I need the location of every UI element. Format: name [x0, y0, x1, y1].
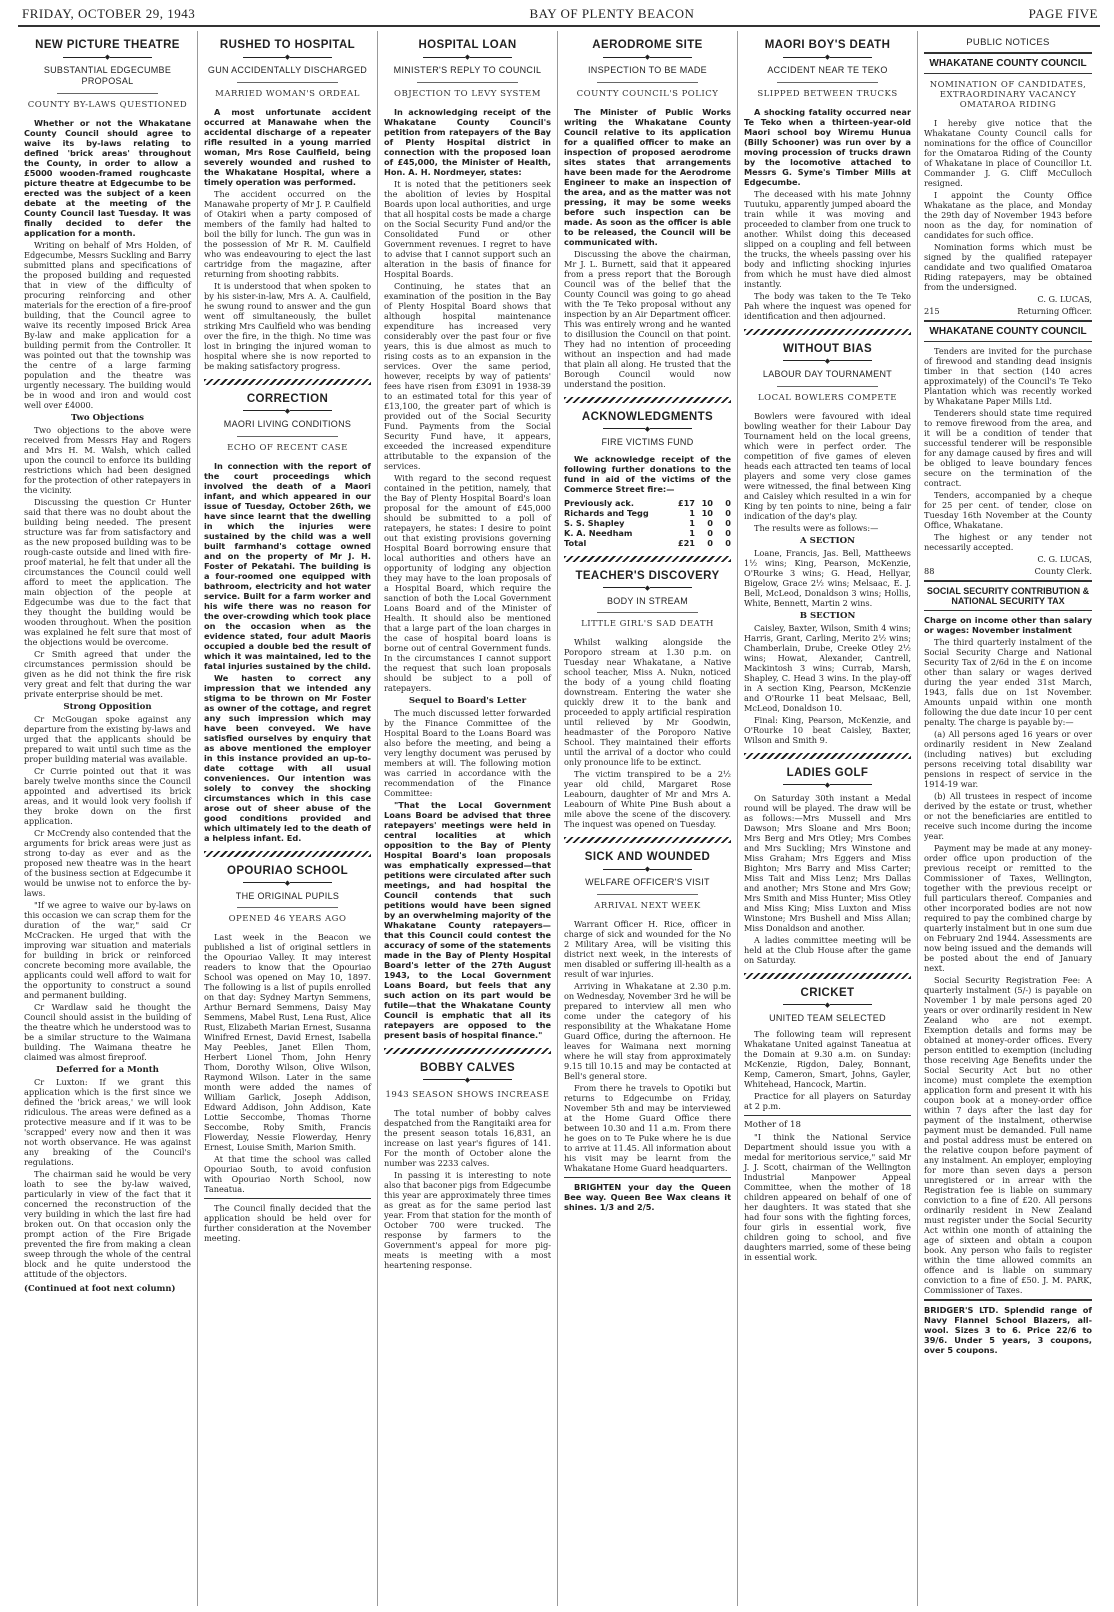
donor-name: S. S. Shapley	[564, 517, 625, 528]
paragraph: With regard to the second request contained in the petition, namely, that the Bay of Plenty Hospital Board's loan proposal for the amount of £45,000 should be submitted to a poll of ratepayers, he states: I desire to point out that existing provisions governing Hospital Board borrowing ensure that local authorities and others have an opportunity of lodging any objection they may have to the loan proposals of a Hospital Board, which require the sanction of both the Local Government Loans Board and of the Minister of Health. It should also be mentioned that a large part of the loan charges in the case of hospital board loans is borne out of central Government funds. In the circumstances I cannot support the request that such loan proposals should be subject to a poll of ratepayers.	[384, 472, 551, 693]
headline-aerodrome-site: AERODROME SITE	[592, 39, 703, 51]
signature: C. G. LUCAS,	[1037, 554, 1092, 564]
divider	[597, 894, 697, 895]
table-row	[564, 498, 731, 508]
ornament-rule: ◆	[204, 408, 371, 415]
article-lead: We acknowledge receipt of the following further donations to the fund in aid of the victims of the Commerce Street fire:—	[564, 453, 731, 494]
signature-line	[924, 306, 1092, 316]
paragraph: From there he travels to Opotiki but returns to Edgecumbe on Friday, November 5th and may be interviewed at the Home Guard Office there between 10.30 and 11 a.m. From there he goes on to Te Puke where he is due to arrive at 11.45. All information about his visit may be learnt from the Whakatane Home Guard headquarters.	[564, 1083, 731, 1174]
divider	[237, 907, 337, 908]
section-heading: Sequel to Board's Letter	[408, 695, 527, 706]
paragraph: The highest or any tender not necessarily accepted.	[924, 532, 1092, 552]
section-heading: Strong Opposition	[63, 701, 152, 712]
signatory-role: Returning Officer.	[1017, 306, 1092, 316]
notice-subtitle: NOMINATION OF CANDIDATES, EXTRAORDINARY VACANCY OMATAROA RIDING	[929, 80, 1087, 110]
amount-pence: 0	[725, 517, 731, 528]
divider	[924, 580, 1092, 582]
total-pence: 0	[725, 537, 731, 548]
zigzag-divider	[564, 556, 731, 562]
paragraph: Nomination forms which must be signed by the qualified ratepayer candidate and two qualified Omataroa Riding ratepayers, may be obtained from the undersigned.	[924, 242, 1092, 292]
ornament-rule: ◆	[564, 426, 731, 433]
ornament-rule: ◆	[564, 585, 731, 592]
paragraph: Social Security Registration Fee: A quarterly instalment (5/-) is payable on November 1 by male persons aged 20 years or over ordinarily resident in New Zealand who are not exempt. Exemption details and forms may be obtained at money-order offices. Every person entitled to exemption (including those receiving Age Benefits under the Social Security Act but no other income) must complete the exemption application form and present it with his coupon book at a money-order office within 7 days after the last day for payment of the instalment, otherwise payment must be demanded. Full name and postal address must be entered on the relative coupon before payment of any instalment. An employer, employing for more than seven days a person unregistered or in arrear with the Registration fee is liable on summary conviction to a fine of £20. All persons ordinarily resident in New Zealand must register under the Social Security Act within one month of attaining the age of sixteen and obtain a coupon book. Any person who fails to register within the time allowed commits an offence and is liable on summary conviction to a fine of £50. J. M. PARK, Commissioner of Taxes.	[924, 975, 1092, 1295]
subheadline: BODY IN STREAM	[606, 595, 689, 606]
ornament-rule: ◆	[744, 1002, 911, 1009]
divider	[57, 93, 157, 94]
ornament-rule: ◆	[744, 358, 911, 365]
signatory-role: County Clerk.	[1034, 566, 1092, 576]
amount-shillings: 10	[701, 507, 713, 518]
paragraph: The deceased with his mate Johnny Tuutuku, apparently jumped aboard the train while it was moving and proceeded to clamber from one truck to another. Whilst doing this deceased slipped on a coupling and fell between the trucks, the wheels passing over his body and inflicting shocking injuries from which he must have died almost instantly.	[744, 188, 911, 289]
section-heading: B SECTION	[799, 610, 856, 621]
donor-name: Richards and Tegg	[564, 507, 649, 518]
divider	[564, 1177, 731, 1178]
zigzag-divider	[744, 753, 911, 759]
kicker: ARRIVAL NEXT WEEK	[594, 901, 701, 912]
paragraph: The chairman said he would be very loath to see the by-law waived, particularly in view of the fact that it concerned the reconstruction of the very building in which the last fire had broken out. On that occasion only the prompt action of the Fire Brigade prevented the fire from making a clean sweep through the whole of the central block and he quite understood the attitude of the objectors.	[24, 1168, 191, 1279]
paragraph: Cr Currie pointed out that it was barely twelve months since the Council appointed and advertised its brick areas, and it would look very foolish if they broke down on the first application.	[24, 765, 191, 826]
issue-date: FRIDAY, OCTOBER 29, 1943	[22, 6, 196, 21]
paragraph: Bowlers were favoured with ideal bowling weather for their Labour Day Tournament held on the local greens, which were in perfect order. The competition of five games of eleven heads each attracted ten teams of local players and some very close games were witnessed, the final between King and Caisley which resulted in a win for King by ten points to nine, being a fair indication of the day's play.	[744, 410, 911, 521]
subheadline: LABOUR DAY TOURNAMENT	[762, 368, 893, 379]
article-lead: In connection with the report of the court proceedings which involved the death of a Maori infant, and which appeared in our issue of Tuesday, October 26th, we have since learnt that the dwelling in which the injuries were sustained by the child was a well built farmhand's cottage owned and on the property of Mr J. H. Foster of Pekatahi. The building is a four-roomed one equipped with bathroom, electricity and hot water service. Built for a farm worker and his wife there was no reason for the over-crowding which took place on the occasion when as the evidence stated, four adult Maoris occupied a double bed the result of which it was maintained, led to the fatal injuries sustained by the child.	[204, 460, 371, 671]
amount-shillings: 10	[701, 497, 713, 508]
section-heading: Mother of 18	[744, 1120, 801, 1131]
paragraph: I appoint the County Office Whakatane as the place, and Monday the 29th day of November 1943 before noon as the day, for nomination of candidates for such office.	[924, 190, 1092, 240]
headline-opouriao-school: OPOURIAO SCHOOL	[226, 864, 348, 877]
paragraph: Tenders, accompanied by a cheque for 25 per cent. of tender, close on Tuesday 16th November at the County Office, Whakatane.	[924, 490, 1092, 530]
paragraph: A ladies committee meeting will be held at the Club House after the game on Saturday.	[744, 934, 911, 965]
article-lead: Whether or not the Whakatane County Council should agree to waive its by-laws relating to defined 'brick areas' throughout the County, in order to allow a £5000 wooden-framed roughcaste picture theatre at Edgecumbe to be erected was the subject of a keen debate at the meeting of the County Council last Tuesday. It was finally decided to defer the application for a month.	[24, 117, 191, 238]
subheadline: INSPECTION TO BE MADE	[588, 65, 707, 75]
article-lead: In acknowledging receipt of the Whakatane County Council's petition from ratepayers of the Bay of Plenty Hospital district in connection with the proposed loan of £45,000, the Minister of Health, Hon. A. H. Nordmeyer, states:	[384, 106, 551, 177]
paragraph: Discussing the above the chairman, Mr J. L. Burnett, said that it appeared from a press report that the Borough Council was of the belief that the County Council was going to go ahead with the Te Teko proposal without any inspection by an Air Department officer. This was entirely wrong and he wanted to disillusion the Council on that point. They had no intention of proceeding without an inspection and had made that plain all along. He trusted that the Borough Council would now understand the position.	[564, 248, 731, 389]
headline-hospital-loan: HOSPITAL LOAN	[418, 39, 517, 51]
signature: C. G. LUCAS,	[1037, 294, 1092, 304]
paragraph: Writing on behalf of Mrs Holden, of Edgecumbe, Messrs Suckling and Barry submitted plans and specifications of the proposed building and requested that in view of the difficulty of procuring reinforcing and other materials for the erection of a fire-proof building, that the Council agree to waive its recently imposed Brick Area By-law and make application for a building permit from the Controller. It was pointed out that the township was the centre of a large farming population and the theatre was urgently necessary. The building would be in wood and iron and would cost well over £4000.	[24, 239, 191, 410]
table-row	[564, 518, 731, 528]
article-lead: A most unfortunate accident occurred at Manawahe when the accidental discharge of a repeater rifle resulted in a young married woman, Mrs Rose Caulfield, being severely wounded and rushed to the Whakatane Hospital, where a timely operation was performed.	[204, 106, 371, 187]
paragraph: It is noted that the petitioners seek the abolition of levies by Hospital Boards upon local authorities, and urge that all hospital costs be made a charge on the Social Security Fund and/or the Consolidated Fund or other Government revenues. I regret to have to advise that I cannot support such an alteration in the basis of finance for Hospital Boards.	[384, 178, 551, 279]
paragraph: Discussing the question Cr Hunter said that there was no doubt about the building being needed. The present structure was far from satisfactory and as the new proposed building was to be rough-caste outside and lined with fire-proof material, he felt that under all the circumstances the Council could well afford to meet the application. The main objection of the people at Edgecumbe was due to the fact that they thought the building would be wooden throughout. When the position was explained he felt sure that most of the objections would be overcome.	[24, 496, 191, 647]
paper-name: BAY OF PLENTY BEACON	[529, 6, 695, 21]
signature-line	[924, 566, 1092, 576]
section-heading: Two Objections	[71, 412, 144, 423]
subheadline: ACCIDENT NEAR TE TEKO	[767, 65, 888, 75]
kicker: 1943 SEASON SHOWS INCREASE	[385, 1089, 550, 1100]
paragraph: "If we agree to waive our by-laws on this occasion we can scrap them for the duration of the war," said Cr McCracken. He urged that with the improving war situation and materials for building in brick or reinforced concrete becoming more available, the applicants could well afford to wait for the opportunity to construct a sound and permanent building.	[24, 899, 191, 1000]
total-shillings: 0	[707, 537, 713, 548]
paragraph: Cr McCrendy also contended that the arguments for brick areas were just as strong to-day as ever and as the proposed new theatre was in the heart of the business section at Edgecumbe it would be unwise not to enforce the by-laws.	[24, 827, 191, 898]
zigzag-divider	[744, 973, 911, 979]
headline-rushed-to-hospital: RUSHED TO HOSPITAL	[219, 39, 356, 51]
divider	[777, 82, 877, 83]
amount-pence: 0	[725, 527, 731, 538]
paragraph: Tenders are invited for the purchase of firewood and standing dead insignis timber in that section (140 acres approximately) of the Council's Te Teko Plantation which was recently worked by Whakatane Paper Mills Ltd.	[924, 346, 1092, 406]
amount-pence: 0	[725, 497, 731, 508]
paragraph: "I think the National Service Department should issue you with a medal for meritorious service," said Mr J. J. Scott, chairman of the Wellington Industrial Manpower Appeal Committee, when the mother of 18 children appeared on behalf of one of her daughters. It was stated that she had four sons with the fighting forces, four girls in essential work, five children going to school, and five daughters married, some of these being in essential work.	[744, 1132, 911, 1263]
paragraph: The following team will represent Whakatane United against Taneatua at the Domain at 9.30 a.m. on Sunday: McKenzie, Rigdon, Daley, Bonnant, Kemp, Cameron, Smart, Johns, Gayler, Whitehead, Hancock, Martin.	[744, 1029, 911, 1090]
paragraph: The victim transpired to be a 2½ year old child, Margaret Rose Leabourn, daughter of Mr and Mrs A. Leabourn of White Pine Bush about a mile above the scene of the discovery. The inquest was opened on Tuesday.	[564, 769, 731, 830]
paragraph: (a) All persons aged 16 years or over ordinarily resident in New Zealand (including natives) but excluding persons receiving total disability war pensions in respect of service in the 1914-19 war.	[924, 729, 1092, 789]
section-heading: A SECTION	[799, 535, 855, 546]
paragraph: Last week in the Beacon we published a list of original settlers in the Opouriao Valley. It may interest readers to know that the Opouriao School was opened on May 10, 1897. The following is a list of pupils enrolled on that day: Sydney Martyn Semmens, Arthur Bernard Semmens, Daisy May Semmens, Mabel Rust, Lena Rust, Alice Rust, Elizabeth Marian Ernest, Susanna Winifred Ernest, David Ernest, Isabella May Peebles, Janet Ellen Thom, Herbert Lionel Thom, John Henry Thom, Dorothy Wilson, Olive Wilson, Raymond Wilson. Later in the same month were added the names of William Garlick, Joseph Addison, Edward Addison, John Addison, Kate Lottie Seccombe, Thomas Thorne Seccombe, Roby Smith, Francis Flowerday, Nessie Flowerday, Henry Ernest, Louise Smith, Marion Smith.	[204, 932, 371, 1153]
column-5	[738, 31, 918, 1606]
headline-teachers-discovery: TEACHER'S DISCOVERY	[575, 569, 720, 582]
paragraph: Continuing, he states that an examination of the position in the Bay of Plenty Hospital Board shows that although hospital maintenance expenditure has increased very considerably over the past four or five years, this is due almost as much to rising costs as to an expansion in the services. Over the same period, however, receipts by way of patients' fees have risen from £3091 in 1938-39 to an estimated total for this year of £13,100, the greater part of which is provided out of the Social Security Fund. Payments from the Social Security Fund have, it appears, exceeded the increased expenditure attributable to the expansion of the services.	[384, 280, 551, 471]
article-lead: The Minister of Public Works writing the Whakatane County Council relative to its application for a qualified officer to make an inspection of proposed aerodrome sites states that arrangements have been made for the Aerodrome Engineer to make an inspection of the area, and as the matter was not pressing, it may be some weeks before such inspection can be made. As soon as the officer is able to be released, the Council will be communicated with.	[564, 106, 731, 247]
divider	[924, 341, 1092, 342]
headline-without-bias: WITHOUT BIAS	[782, 342, 873, 355]
ornament-rule: ◆	[384, 1077, 551, 1084]
ornament-rule: ◆	[744, 54, 911, 61]
paragraph: Cr Smith agreed that under the circumstances permission should be given as he did not think the fire risk very great and felt that during the war private enterprise should be met.	[24, 648, 191, 699]
paragraph: At that time the school was called Opouriao South, to avoid confusion with Opouriao North School, now Taneatua.	[204, 1154, 371, 1195]
paragraph: Tenderers should state time required to remove firewood from the area, and it will be a condition of tender that successful tenderer will be responsible for any damage caused by fires and will be obliged to leave boundary fences secure on the termination of the contract.	[924, 408, 1092, 488]
total-pounds: £21	[677, 537, 695, 548]
paragraph: The Council finally decided that the application should be held over for further consideration at the November meeting.	[204, 1203, 371, 1244]
divider	[597, 612, 697, 613]
paragraph: Final: King, Pearson, McKenzie, and O'Rourke 10 beat Caisley, Baxter, Wilson and Smith 9.	[744, 714, 911, 745]
headline-bobby-calves: BOBBY CALVES	[419, 1061, 516, 1074]
zigzag-divider	[204, 379, 371, 385]
kicker: COUNTY BY-LAWS QUESTIONED	[27, 99, 188, 110]
zigzag-divider	[744, 329, 911, 335]
continuation-note: (Continued at foot next column)	[24, 1282, 176, 1293]
paragraph: Cr Luxton: If we grant this application which is the first since we defined the 'brick areas,' we will look ridiculous. The areas were defined as a protective measure and if it was to be 'scrapped' every now and then it was not worth observance. He was against any breaking of the Council's regulations.	[24, 1076, 191, 1167]
notice-title: WHAKATANE COUNTY COUNCIL	[929, 326, 1087, 337]
divider	[204, 1198, 371, 1199]
public-notices-header: PUBLIC NOTICES	[966, 37, 1050, 48]
column-6	[918, 31, 1098, 1606]
column-2	[198, 31, 378, 1606]
divider	[237, 436, 337, 437]
article-lead: A shocking fatality occurred near Te Teko when a thirteen-year-old Maori school boy Wiremu Hunua (Billy Schooner) was run over by a moving procession of trucks drawn by the locomotive attached to Messrs G. Syme's Timber Mills at Edgecumbe.	[744, 106, 911, 187]
kicker: MARRIED WOMAN'S ORDEAL	[215, 88, 360, 99]
quoted-motion: "That the Local Government Loans Board be advised that three ratepayers' meetings were held in central localities at which opposition to the Bay of Plenty Hospital Board's loan proposals was emphatically expressed—that petitions were circulated after such meetings, and had hospital the Council contends that such petitions would have been signed by an overwhelming majority of the Whakatane County ratepayers—that this Council could contest the accuracy of some of the statements made in the Bay of Plenty Hospital Board's letter of the 27th August 1943, to the Local Government Loans Board, but feels that any such action on its part would be futile—that the Whakatane County Council is emphatic that all its ratepayers are opposed to the present basis of hospital finance."	[384, 799, 551, 1040]
paragraph: Practice for all players on Saturday at 2 p.m.	[744, 1091, 911, 1112]
amount-pounds: 1	[689, 507, 695, 518]
subheadline: FIRE VICTIMS FUND	[601, 436, 694, 447]
subheadline: MINISTER'S REPLY TO COUNCIL	[393, 65, 542, 75]
amount-shillings: 0	[707, 527, 713, 538]
ornament-rule: ◆	[744, 782, 911, 789]
paragraph: The results were as follows:—	[754, 522, 879, 533]
amount-pounds: 1	[689, 517, 695, 528]
masthead	[18, 6, 1100, 27]
amount-pence: 0	[725, 507, 731, 518]
headline-correction: CORRECTION	[246, 392, 329, 405]
subheadline: GUN ACCIDENTALLY DISCHARGED	[207, 65, 368, 75]
donations-table	[564, 498, 731, 548]
paragraph: Two objections to the above were received from Messrs Hay and Rogers and Mrs H. M. Walsh, which called upon the council to enforce its building restrictions which had been designed for the protection of other ratepayers in the vicinity.	[24, 424, 191, 495]
notice-lead: Charge on income other than salary or wages: November instalment	[924, 615, 1092, 635]
ornament-rule: ◆	[384, 54, 551, 61]
ornament-rule: ◆	[564, 866, 731, 873]
paragraph: Whilst walking alongside the Poroporo stream at 1.30 p.m. on Tuesday near Whakatane, a Native school teacher, Miss A. Nukn, noticed the body of a young child floating downstream. Entering the water she quickly drew it to the bank and proceeded to apply artificial respiration until relieved by Mr Goodwin, headmaster of the Poroporo Native School. They maintained their efforts until the arrival of a doctor who could only pronounce life to be extinct.	[564, 637, 731, 768]
divider	[924, 1299, 1092, 1301]
headline-sick-and-wounded: SICK AND WOUNDED	[584, 851, 711, 864]
subheadline: SUBSTANTIAL EDGECUMBE PROPOSAL	[43, 65, 172, 86]
divider	[597, 82, 697, 83]
advertisement-bridgers: BRIDGER'S LTD. Splendid range of Navy Flannel School Blazers, all-wool. Sizes 3 to 6. Price 22/6 to 39/6. Under 5 years, 3 coupons, over 5 coupons.	[924, 1305, 1092, 1355]
amount-pounds: 1	[689, 527, 695, 538]
paragraph: We hasten to correct any impression that we intended any stigma to be thrown on Mr Foster as owner of the cottage, and regret any such impression which may have been conveyed. We have satisfied ourselves by enquiry that as above mentioned the employer in this instance provided an up-to-date cottage with all usual conveniences. Our intention was solely to convey the shocking circumstances which in this case arose out of sheer abuse of the good conditions provided and which ultimately led to the death of a helpless infant. Ed.	[204, 672, 371, 843]
table-row	[564, 508, 731, 518]
subheadline: MAORI LIVING CONDITIONS	[223, 418, 352, 429]
paragraph: On Saturday 30th instant a Medal round will be played. The draw will be as follows:—Mrs Mussell and Mrs Dawson; Mrs Sloane and Mrs Boon; Mrs Berg and Mrs Otley; Mrs Combes and Mrs Suckling; Mrs Winstone and Miss Graham; Mrs Eggers and Miss Bighton; Mrs Barry and Miss Carter; Miss Tait and Miss Lenz; Mrs Dallas and another; Mrs Stone and Mrs Gow; Mrs Smith and Miss Hunter; Miss Otley and Miss King; Miss Luxton and Miss Winstone; Mrs Bushell and Miss Allan; Miss Donaldson and another.	[744, 792, 911, 933]
ornament-rule: ◆	[204, 54, 371, 61]
paragraph: Warrant Officer H. Rice, officer in charge of sick and wounded for the No 2 Military Area, will be visiting this district next week, in the interests of men disabled or suffering ill-health as a result of war injuries.	[564, 919, 731, 980]
subheadline: WELFARE OFFICER'S VISIT	[585, 877, 710, 888]
divider	[777, 386, 877, 387]
paragraph: In passing it is interesting to note also that baconer pigs from Edgecumbe this year are approximately three times as great as for the same period last year. From that station for the month of October 700 were trucked. The response by farmers to the Government's appeal for more pig-meats is meeting with a most heartening response.	[384, 1169, 551, 1270]
headline-acknowledgments: ACKNOWLEDGMENTS	[581, 410, 714, 423]
headline-ladies-golf: LADIES GOLF	[786, 766, 869, 779]
zigzag-divider	[204, 851, 371, 857]
table-row-total	[564, 538, 731, 548]
headline-maori-boys-death: MAORI BOY'S DEATH	[764, 39, 891, 51]
headline-cricket: CRICKET	[800, 986, 855, 999]
donor-name: K. A. Needham	[564, 527, 633, 538]
headline-picture-theatre: NEW PICTURE THEATRE	[35, 39, 180, 51]
zigzag-divider	[564, 397, 731, 403]
paragraph: The body was taken to the Te Teko Pah where the inquest was opened for identification and then adjourned.	[744, 290, 911, 321]
total-label: Total	[564, 537, 587, 548]
notice-number: 88	[924, 566, 935, 576]
paragraph: Loane, Francis, Jas. Bell, Mattheews 1½ wins; King, Pearson, McKenzie, O'Rourke 3 wins; G. Head, Hellyar, Bigelow, Grace 2½ wins; Melsaac, E. J. Bell, McLeod, Donaldson 3 wins; Hollis, White, Bennett, Martin 2 wins.	[744, 547, 911, 608]
divider	[417, 82, 517, 83]
notice-number: 215	[924, 306, 940, 316]
divider	[237, 82, 337, 83]
ornament-rule: ◆	[24, 54, 191, 61]
kicker: OPENED 46 YEARS AGO	[228, 914, 347, 925]
paragraph: Caisley, Baxter, Wilson, Smith 4 wins; Harris, Grant, Carling, Merito 2½ wins; Chamberlain, Drube, Creeke Otley 2½ wins; Howat, Alexander, Cantrell, Mackintosh 3 wins; Currab, Marsh, Shapley, C. Head 3 wins. In the play-off in A section King, Pearson, McKenzie and O'Rourke 11 beat Melsaac, Bell, McLeod, Donaldson 10.	[744, 622, 911, 713]
donor-name: Previously ack.	[564, 497, 634, 508]
paragraph: (b) All trustees in respect of income derived by the estate or trust, whether or not the beneficiaries are entitled to receive such income during the income year.	[924, 791, 1092, 841]
zigzag-divider	[384, 1048, 551, 1054]
paragraph: I hereby give notice that the Whakatane County Council calls for nominations for the office of Councillor for the Omataroa Riding of the County of Whakatane in place of Councillor Lt. Commander J. G. Cliff McCulloch resigned.	[924, 118, 1092, 188]
divider	[924, 320, 1092, 322]
notice-title: SOCIAL SECURITY CONTRIBUTION & NATIONAL SECURITY TAX	[926, 586, 1090, 606]
paragraph: Cr Wardlaw said he thought the Council should assist in the building of the theatre which he understood was to be a similar structure to the Waimana building. The Waimana theatre he claimed was almost fireproof.	[24, 1001, 191, 1062]
ornament-rule: ◆	[204, 880, 371, 887]
advertisement-queen-bee: BRIGHTEN your day the Queen Bee way. Queen Bee Wax cleans it shines. 1/3 and 2/5.	[564, 1182, 731, 1213]
paragraph: It is understood that when spoken to by his sister-in-law, Mrs A. A. Caulfield, he swung round to answer and the gun went off simultaneously, the bullet striking Mrs Caulfield who was bending over the fire, in the thigh. No time was lost in bringing the injured woman to hospital where she is now reported to be making satisfactory progress.	[204, 280, 371, 371]
paragraph: Cr McGougan spoke against any departure from the existing by-laws and urged that the applicants should be prepared to wait until such time as the proper building material was available.	[24, 713, 191, 764]
ornament-rule: ◆	[564, 54, 731, 61]
zigzag-divider	[564, 837, 731, 843]
amount-pounds: £17	[677, 497, 695, 508]
paragraph: The accident occurred on the Manawahe property of Mr J. P. Caulfield of Otakiri when a party composed of members of the family had halted to boil the billy for lunch. The gun was in the possession of Mr R. M. Caulfield who was endeavouring to eject the last cartridge from the magazine, after returning from shooting rabbits.	[204, 188, 371, 279]
paragraph: The third quarterly instalment of the Social Security Charge and National Security Tax of 2/6d in the £ on income other than salary or wages derived during the year ended 31st March, 1943, falls due on 1st November. Amounts unpaid within one month following the due date incur 10 per cent penalty. The charge is payable by:—	[924, 637, 1092, 727]
table-row	[564, 528, 731, 538]
kicker: LITTLE GIRL'S SAD DEATH	[581, 619, 714, 630]
column-1	[18, 31, 198, 1606]
divider	[924, 73, 1092, 74]
divider	[744, 1115, 911, 1116]
column-3	[378, 31, 558, 1606]
notice-title: WHAKATANE COUNTY COUNCIL	[929, 58, 1087, 69]
paragraph: The total number of bobby calves despatched from the Rangitaiki area for the present season totals 16,831, an increase on last year's figures of 141. For the month of October alone the number was 2233 calves.	[384, 1107, 551, 1168]
subheadline: THE ORIGINAL PUPILS	[235, 890, 340, 901]
kicker: LOCAL BOWLERS COMPETE	[758, 392, 897, 403]
paragraph: Payment may be made at any money-order office upon production of the previous receipt or remitted to the Commissioner of Taxes, Wellington, together with the previous receipt or full particulars thereof. Companies and other incorporated bodies are not now required to pay the combined charge by quarterly instalment but in one sum due on February 2nd 1944. Assessments are now being issued and the demands will be posted about the end of January next.	[924, 843, 1092, 973]
paragraph: Arriving in Whakatane at 2.30 p.m. on Wednesday, November 3rd he will be prepared to interview all men who come under the category of his responsibility at the Whakatane Home Guard Office, during the afternoon. He leaves for Waimana next morning where he will stay from approximately 9.15 till 10.15 and may be contacted at Bell's general store.	[564, 981, 731, 1082]
section-heading: Deferred for a Month	[56, 1064, 159, 1075]
amount-shillings: 0	[707, 517, 713, 528]
page-number: PAGE FIVE	[1028, 6, 1098, 21]
kicker: SLIPPED BETWEEN TRUCKS	[757, 88, 898, 99]
column-4	[558, 31, 738, 1606]
kicker: OBJECTION TO LEVY SYSTEM	[394, 88, 541, 99]
kicker: ECHO OF RECENT CASE	[227, 442, 348, 453]
divider	[924, 610, 1092, 611]
kicker: COUNTY COUNCIL'S POLICY	[576, 88, 719, 99]
subheadline: UNITED TEAM SELECTED	[769, 1012, 886, 1023]
divider	[924, 52, 1092, 54]
paragraph: The much discussed letter forwarded by the Finance Committee of the Hospital Board to the Loans Board was also before the meeting, and being a very lengthy document was perused by members at will. The following motion was carried in accordance with the recommendation of the Finance Committee:	[384, 707, 551, 798]
